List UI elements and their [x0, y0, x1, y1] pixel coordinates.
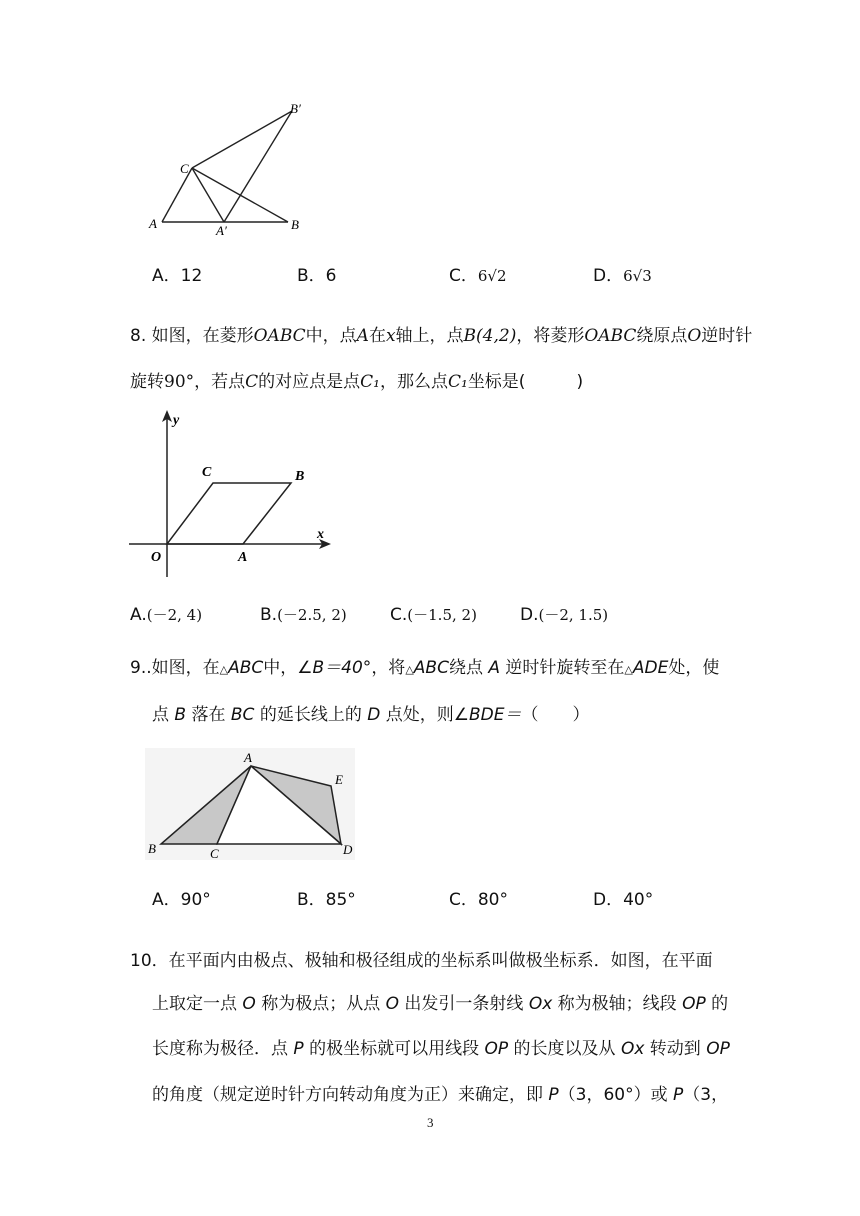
q9-l2-m3: D — [367, 705, 381, 725]
q10-l3-p4: 转动到 — [644, 1039, 707, 1059]
q9-l2-m1: B — [174, 705, 187, 725]
q10-l3-p2: 的极坐标就可以用线段 — [303, 1039, 485, 1059]
q7-option-a: A．12 — [152, 266, 203, 286]
q9-l1-p1: 9..如图，在 — [130, 658, 220, 678]
q8-l1-m5: OABC — [584, 326, 637, 346]
q10-line-2 — [152, 996, 728, 1013]
q8-option-c-value: (－1.5, 2) — [407, 606, 477, 624]
label-y: y — [173, 413, 180, 428]
label-o: O — [151, 550, 162, 565]
q9-l1-m8: ADE — [632, 658, 669, 678]
q8-option-c-letter: C. — [390, 605, 408, 625]
q8-option-a-value: (－2, 4) — [146, 606, 203, 624]
q9-l1-p6: 处，使 — [668, 658, 720, 678]
q8-l2-m4: C₁ — [447, 372, 468, 392]
q10-l3-p1: 长度称为极径．点 — [152, 1039, 294, 1059]
label-c: C — [210, 846, 219, 861]
q8-l1-p2: 中，点 — [305, 326, 357, 346]
q8-l1-m1: OABC — [253, 326, 306, 346]
q10-line-4 — [152, 1087, 728, 1104]
q10-l3-m4: OP — [706, 1039, 730, 1059]
q9-l1-m1: △ — [219, 663, 229, 676]
q10-l4-p3: （3， — [683, 1085, 729, 1105]
q9-l1-m3: ∠B＝40° — [297, 658, 372, 678]
q8-l1-m3: x — [385, 326, 396, 346]
q7-option-d — [593, 268, 652, 285]
seg-c-aprime — [192, 168, 224, 222]
q8-l1-p6: 绕原点 — [636, 326, 688, 346]
q10-l2-p4: 称为极轴；线段 — [552, 994, 683, 1014]
q9-l1-p5: 逆时针旋转至在 — [500, 658, 625, 678]
q8-l1-p7: 逆时针 — [701, 326, 753, 346]
q10-l3-m2: OP — [484, 1039, 509, 1059]
rhombus-oabc — [167, 483, 291, 544]
seg-c-bprime — [192, 111, 292, 168]
q9-l2-p4: 点处，则 — [380, 705, 454, 725]
q8-l1-p5: ，将菱形 — [516, 326, 585, 346]
q7-option-d-letter: D． — [593, 266, 624, 286]
q8-option-d-letter: D. — [520, 605, 539, 625]
q8-option-c — [390, 607, 477, 624]
q8-l1-p3: 在 — [368, 326, 386, 346]
q9-l1-p3: ，将 — [371, 658, 406, 678]
q9-l1-m4: △ — [405, 663, 414, 676]
label-c: C — [202, 465, 212, 480]
q8-line-1 — [130, 328, 752, 345]
label-e: E — [335, 772, 343, 787]
q8-option-a-letter: A. — [130, 605, 147, 625]
q7-option-b: B．6 — [297, 266, 337, 286]
q10-l2-m3: Ox — [528, 994, 553, 1014]
q7-option-c — [449, 268, 507, 285]
q8-option-d — [520, 607, 608, 624]
q10-l2-m1: O — [242, 994, 256, 1014]
q8-l2-p2: ，若点 — [194, 372, 246, 392]
q9-l2-m2: BC — [230, 705, 255, 725]
q8-l2-m1: 90° — [164, 372, 195, 392]
q9-l1-m6: A — [488, 658, 500, 678]
q10-l2-p5: 的 — [705, 994, 729, 1014]
label-b: B — [291, 217, 299, 232]
q8-line-2 — [130, 374, 583, 391]
q10-line-1: 10．在平面内由极点、极轴和极径组成的坐标系叫做极坐标系．如图，在平面 — [130, 951, 713, 971]
label-a: A — [244, 750, 252, 765]
q9-l1-p2: 中， — [263, 658, 298, 678]
q10-l3-m3: Ox — [620, 1039, 645, 1059]
q9-l2-p1: 点 — [152, 705, 175, 725]
q9-l2-p3: 的延长线上的 — [254, 705, 368, 725]
q7-figure — [140, 95, 320, 245]
q8-option-b — [260, 607, 347, 624]
q10-l4-p2: （3，60°）或 — [558, 1085, 674, 1105]
q9-l2-m4: ∠BDE＝ — [453, 705, 522, 725]
seg-a-c — [162, 168, 192, 222]
q8-l1-m2: A — [356, 326, 369, 346]
q10-l2-p2: 称为极点；从点 — [255, 994, 386, 1014]
q8-l1-m4: B(4,2) — [463, 326, 517, 346]
q10-line-3 — [152, 1041, 730, 1058]
q9-line-2 — [152, 707, 589, 724]
label-b-prime: B′ — [290, 101, 301, 116]
q7-option-c-value: 6√2 — [477, 267, 507, 285]
label-a: A — [149, 216, 157, 231]
q10-l4-p1: 的角度（规定逆时针方向转动角度为正）来确定，即 — [152, 1085, 549, 1105]
q9-l1-m5: ABC — [413, 658, 449, 678]
q10-l3-p3: 的长度以及从 — [508, 1039, 621, 1059]
q10-l2-p1: 上取定一点 — [152, 994, 243, 1014]
q9-l2-p2: 落在 — [186, 705, 231, 725]
page-number: 3 — [427, 1115, 434, 1130]
q8-l2-p5: 坐标是( ) — [467, 372, 584, 392]
q8-l2-p3: 的对应点是点 — [258, 372, 361, 392]
q8-l1-p4: 轴上，点 — [395, 326, 464, 346]
q8-l1-p1: 8. 如图，在菱形 — [130, 326, 254, 346]
q8-l1-m6: O — [687, 326, 702, 346]
q10-l2-m4: OP — [682, 994, 706, 1014]
q10-l3-m1: P — [293, 1039, 304, 1059]
q7-option-c-letter: C． — [449, 266, 478, 286]
q10-l4-m2: P — [673, 1085, 684, 1105]
label-x: x — [317, 527, 324, 542]
label-b: B — [295, 469, 305, 484]
q8-l2-m3: C₁ — [360, 372, 380, 392]
label-a: A — [238, 550, 248, 565]
label-b: B — [148, 841, 156, 856]
q8-l2-p1: 旋转 — [130, 372, 164, 392]
q9-figure — [145, 748, 360, 863]
label-c: C — [180, 161, 189, 176]
label-a-prime: A′ — [216, 223, 227, 238]
q9-option-d: D．40° — [593, 890, 654, 910]
q8-option-a — [130, 607, 202, 624]
q7-option-d-value: 6√3 — [623, 267, 652, 285]
q9-option-b: B．85° — [297, 890, 356, 910]
q8-l2-p4: ，那么点 — [379, 372, 448, 392]
q9-l1-p4: 绕点 — [448, 658, 489, 678]
q9-line-1 — [130, 660, 719, 677]
q9-option-a: A．90° — [152, 890, 211, 910]
q10-l2-m2: O — [385, 994, 399, 1014]
q8-option-b-value: (－2.5, 2) — [277, 606, 347, 624]
q10-l4-m1: P — [548, 1085, 559, 1105]
label-d: D — [343, 842, 353, 857]
q9-l1-m2: ABC — [228, 658, 264, 678]
q8-figure — [125, 408, 340, 580]
q8-l2-m2: C — [245, 372, 259, 392]
q9-option-c: C．80° — [449, 890, 509, 910]
q8-option-d-value: (－2, 1.5) — [538, 606, 609, 624]
q9-l1-m7: △ — [624, 663, 633, 676]
q10-l2-p3: 出发引一条射线 — [399, 994, 529, 1014]
q9-l2-p5: （ ） — [521, 705, 590, 725]
q8-option-b-letter: B. — [260, 605, 278, 625]
